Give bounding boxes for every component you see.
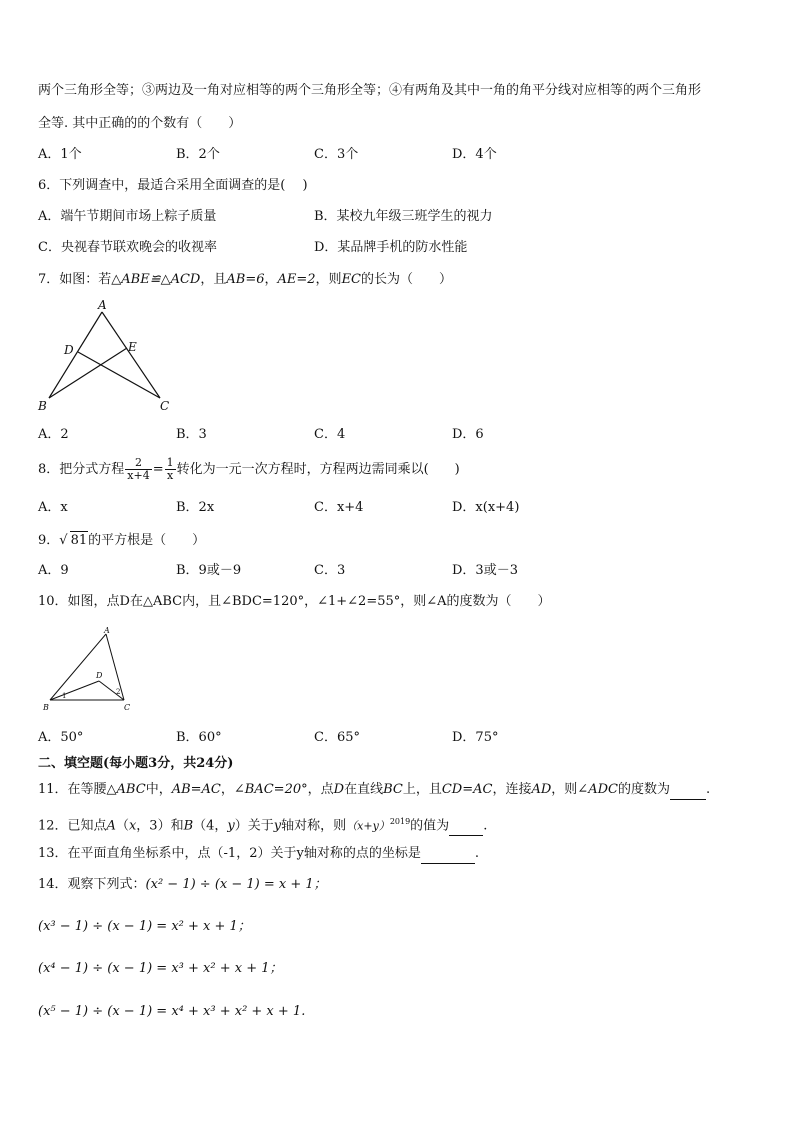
q5-option-a: A．1个 xyxy=(38,147,82,162)
sqrt-icon: √ xyxy=(59,533,68,548)
answer-blank[interactable] xyxy=(670,781,706,800)
section-heading: 二、填空题(每小题3分，共24分) xyxy=(38,756,234,771)
q9-option-d: D．3或－3 xyxy=(452,563,518,578)
fraction-2-over-x-plus-4: $\frac{2}{x+4}$ xyxy=(127,456,150,482)
q7-option-b: B．3 xyxy=(176,427,207,442)
equation-2: (x³ − 1) ÷ (x − 1) = x² + x + 1； xyxy=(38,919,251,934)
label-b: B xyxy=(43,703,49,712)
q12-stem: 12．已知点A（x，3）和B（4，y）关于y轴对称，则$(x+y)^{2019}$的值为 . xyxy=(38,813,487,836)
q10-option-c: C．65° xyxy=(314,730,360,745)
label-c: C xyxy=(160,399,170,413)
q8-option-b: B．2x xyxy=(176,500,215,515)
q5-option-b: B．2个 xyxy=(176,147,220,162)
label-angle-2: 2 xyxy=(116,688,121,696)
q10-option-b: B．60° xyxy=(176,730,222,745)
equation-1: (x² − 1) ÷ (x − 1) = x + 1； xyxy=(145,877,327,892)
q5-line1: 两个三角形全等；③两边及一角对应相等的两个三角形全等；④有两角及其中一角的角平分线对应相等的两个三角形 xyxy=(38,83,702,98)
q14-line1: 14．观察下列式：(x² − 1) ÷ (x − 1) = x + 1； xyxy=(38,877,327,892)
q6-option-a: A．端午节期间市场上粽子质量 xyxy=(38,209,217,224)
equation-4: (x⁵ − 1) ÷ (x − 1) = x⁴ + x³ + x² + x + 1. xyxy=(38,1004,306,1019)
q7-triangle-figure xyxy=(30,296,190,416)
fraction-1-over-x: $\frac{1}{x}$ xyxy=(166,456,174,482)
equation-3: (x⁴ − 1) ÷ (x − 1) = x³ + x² + x + 1； xyxy=(38,961,283,976)
q9-option-c: C．3 xyxy=(314,563,346,578)
q10-triangle-figure xyxy=(38,624,138,712)
q6-option-d: D．某品牌手机的防水性能 xyxy=(314,240,468,255)
answer-blank[interactable] xyxy=(449,817,483,836)
label-d: D xyxy=(64,343,74,357)
line-cd xyxy=(78,352,160,398)
q11-stem: 11．在等腰△ABC中，AB=AC，∠BAC=20°，点D在直线BC上，且CD=AC，连接AD，则∠ADC的度数为 . xyxy=(38,781,710,800)
q9-stem: 9．√ 81的平方根是（ ） xyxy=(38,533,206,548)
label-c: C xyxy=(124,703,131,712)
q6-option-b: B．某校九年级三班学生的视力 xyxy=(314,209,493,224)
q7-stem: 7．如图：若△ABE≌△ACD，且AB=6，AE=2，则EC的长为（ ） xyxy=(38,272,453,287)
label-angle-1: 1 xyxy=(62,692,67,700)
label-b: B xyxy=(38,399,47,413)
label-a: A xyxy=(104,626,110,635)
label-d: D xyxy=(96,671,103,680)
label-e: E xyxy=(128,340,137,354)
q8-option-c: C．x+4 xyxy=(314,500,364,515)
line-ac xyxy=(106,634,124,700)
q10-option-a: A．50° xyxy=(38,730,84,745)
line-bd xyxy=(50,681,99,700)
q5-option-c: C．3个 xyxy=(314,147,359,162)
q5-option-d: D．4个 xyxy=(452,147,497,162)
q10-option-d: D．75° xyxy=(452,730,499,745)
q7-option-a: A．2 xyxy=(38,427,69,442)
line-ab xyxy=(49,312,102,398)
q8-option-a: A．x xyxy=(38,500,68,515)
q7-option-d: D．6 xyxy=(452,427,484,442)
q6-option-c: C．央视春节联欢晚会的收视率 xyxy=(38,240,217,255)
q13-stem: 13．在平面直角坐标系中，点（-1，2）关于y轴对称的点的坐标是 . xyxy=(38,845,479,864)
line-ac xyxy=(102,312,160,398)
label-a: A xyxy=(98,298,107,312)
q7-option-c: C．4 xyxy=(314,427,346,442)
q10-stem: 10．如图，点D在△ABC内，且∠BDC=120°，∠1+∠2=55°，则∠A的度数为（ ） xyxy=(38,594,551,609)
q6-stem: 6．下列调查中，最适合采用全面调查的是( ) xyxy=(38,178,308,193)
q9-option-a: A．9 xyxy=(38,563,69,578)
answer-blank[interactable] xyxy=(421,845,475,864)
q8-option-d: D．x(x+4) xyxy=(452,500,520,515)
line-ab xyxy=(50,634,106,700)
q8-stem: 8．把分式方程 $\frac{2}{x+4}$ = $\frac{1}{x}$ 转化为一元一次方程时，方程两边需同乘以( ) xyxy=(38,456,460,482)
q9-option-b: B．9或－9 xyxy=(176,563,242,578)
q5-line2: 全等. 其中正确的的个数有（ ） xyxy=(38,116,242,131)
